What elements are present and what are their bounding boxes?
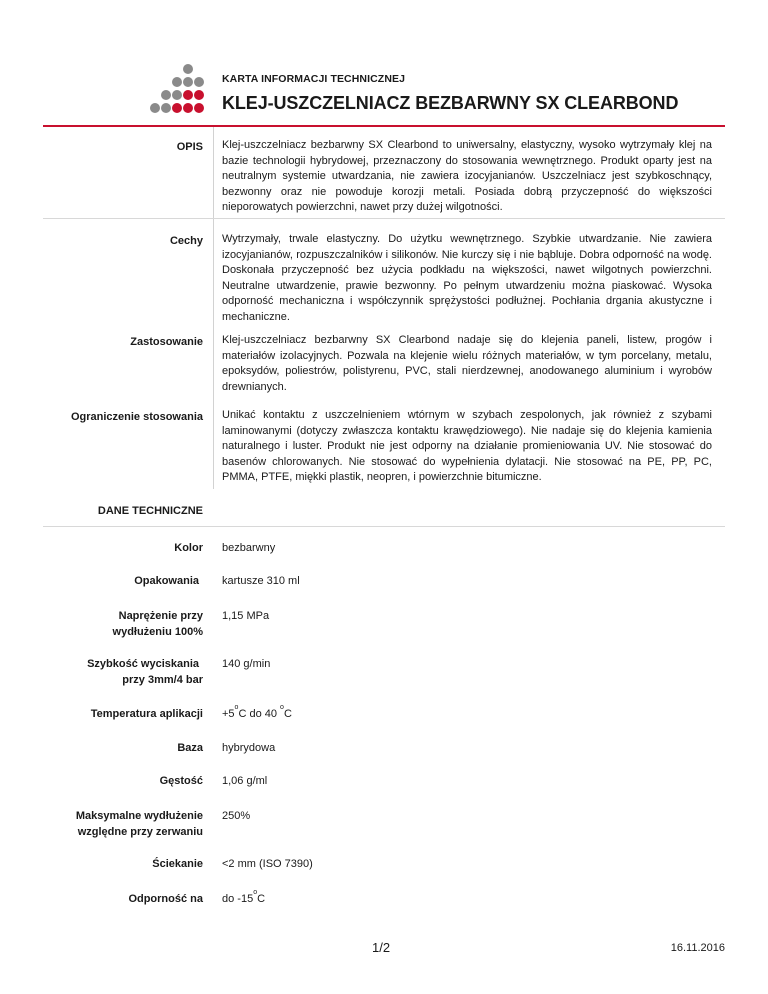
logo-dot <box>172 90 182 100</box>
tech-value-kolor: bezbarwny <box>222 542 276 554</box>
logo-dot <box>183 64 193 74</box>
logo-dot <box>172 77 182 87</box>
tech-label-naprezenie <box>113 608 203 640</box>
value-part: do -15 <box>222 893 254 905</box>
company-logo <box>150 64 210 116</box>
tech-label-sciekanie: Ściekanie <box>152 858 203 870</box>
page-title: KLEJ-USZCZELNIACZ BEZBARWNY SX CLEARBOND <box>222 93 679 113</box>
tech-label-opakowania: Opakowania <box>134 575 199 587</box>
label-line: względne przy zerwaniu <box>77 826 203 838</box>
logo-dot <box>194 90 204 100</box>
document-type: KARTA INFORMACJI TECHNICZNEJ <box>222 73 406 85</box>
tech-value-odpornosc <box>222 891 265 907</box>
tech-separator <box>43 526 725 527</box>
tech-label-odpornosc: Odporność na <box>128 893 203 905</box>
tech-value-naprezenie: 1,15 MPa <box>222 610 270 622</box>
column-divider <box>213 127 214 489</box>
degree-mark: o <box>234 704 239 711</box>
section-text-ograniczenie: Unikać kontaktu z uszczelnieniem wtórnym w szybach zespolonych, jak również z szybami laminowanymi (dotyczy zwłaszcza kontaktu krawędziowego). Nie nadaje się do klejenia kamienia naturalnego i luster. Produkt nie jest odporny na działanie promieniowania UV. Nie stosować do basenów chlorowanych. Nie stosować do wypełnienia dylatacji. Nie stosować na PE, PP, PC, PMMA, PTFE, miękki plastik, neopren, i powierzchnie bitumiczne. <box>222 409 712 484</box>
label-line: wydłużeniu 100% <box>112 626 203 638</box>
tech-heading: DANE TECHNICZNE <box>97 505 203 517</box>
tech-label-wydluzenie <box>76 808 203 840</box>
section-text-zastosowanie: Klej-uszczelniacz bezbarwny SX Clearbond nadaje się do klejenia paneli, listew, progów i materiałów izolacyjnych. Pozwala na klejenie wielu różnych materiałów, w tym porcelany, metalu, epoksydów, poliestrów, polistyrenu, PVC, stali nierdzewnej, anodowanego aluminium i wyrobów drewnianych. <box>222 334 712 393</box>
label-line: Naprężenie przy <box>118 610 203 622</box>
logo-dot <box>150 103 160 113</box>
tech-value-wydluzenie: 250% <box>222 810 251 822</box>
value-part: C do 40 <box>238 708 281 720</box>
section-text-opis: Klej-uszczelniacz bezbarwny SX Clearbond to uniwersalny, elastyczny, wysoko wytrzymały klej na bazie technologii hybrydowej, przeznaczony do stosowania wewnętrznego. Produkt oparty jest na neutralnym systemie utwardzania, nie zawiera izocyjanianów. Uszczelniacz jest szybkoschnący, bezwonny oraz nie powoduje korozji metali. Posiada dobrą przyczepność do większości nieporowatych powierzchni, nawet przy dużej wilgotności. <box>222 139 712 214</box>
logo-dot <box>183 77 193 87</box>
tech-value-szybkosc: 140 g/min <box>222 658 271 670</box>
tech-label-kolor: Kolor <box>174 542 203 554</box>
document-date: 16.11.2016 <box>670 942 725 954</box>
label-line: Szybkość wyciskania <box>87 658 199 670</box>
tech-value-temperatura <box>222 706 292 722</box>
logo-dot <box>183 103 193 113</box>
section-label-ograniczenie: Ograniczenie stosowania <box>70 411 203 423</box>
value-part: C <box>283 708 292 720</box>
value-part: +5 <box>222 708 235 720</box>
label-line: Maksymalne wydłużenie <box>75 810 203 822</box>
degree-mark: o <box>280 704 284 711</box>
section-label-cechy: Cechy <box>169 235 203 247</box>
section-label-opis: OPIS <box>176 141 203 153</box>
section-separator <box>43 218 725 219</box>
logo-dot <box>194 103 204 113</box>
tech-value-gestosc: 1,06 g/ml <box>222 775 268 787</box>
logo-dot <box>172 103 182 113</box>
tech-value-baza: hybrydowa <box>222 742 276 754</box>
tech-label-temperatura: Temperatura aplikacji <box>90 708 203 720</box>
tech-label-baza: Baza <box>177 742 203 754</box>
page-number: 1/2 <box>372 940 391 955</box>
tech-value-opakowania: kartusze 310 ml <box>222 575 300 587</box>
label-line: przy 3mm/4 bar <box>122 674 203 686</box>
logo-dot <box>194 77 204 87</box>
title-divider <box>43 125 725 127</box>
tech-label-gestosc: Gęstość <box>159 775 203 787</box>
degree-mark: o <box>253 889 258 896</box>
logo-dot <box>161 90 171 100</box>
tech-value-sciekanie: <2 mm (ISO 7390) <box>222 858 313 870</box>
logo-dot <box>183 90 193 100</box>
tech-label-szybkosc <box>87 656 203 688</box>
section-text-cechy: Wytrzymały, trwale elastyczny. Do użytku wewnętrznego. Szybkie utwardzanie. Nie zawiera izocyjanianów, rozpuszczalników i silikonów. Nie kurczy się i nie bąbluje. Dobra odporność na wodę. Doskonała przyczepność bez użycia podkładu na większości, nawet wilgotnych powierzchni. Neutralne utwardzenie, prawie bezwonny. Po pełnym utwardzeniu można piaskować. Wysoka odporność mechaniczna i współczynnik sprężystości podłużnej. Pochłania drgania akustyczne i mechaniczne. <box>222 233 712 323</box>
logo-dot <box>161 103 171 113</box>
value-part: C <box>257 893 266 905</box>
section-label-zastosowanie: Zastosowanie <box>130 336 203 348</box>
